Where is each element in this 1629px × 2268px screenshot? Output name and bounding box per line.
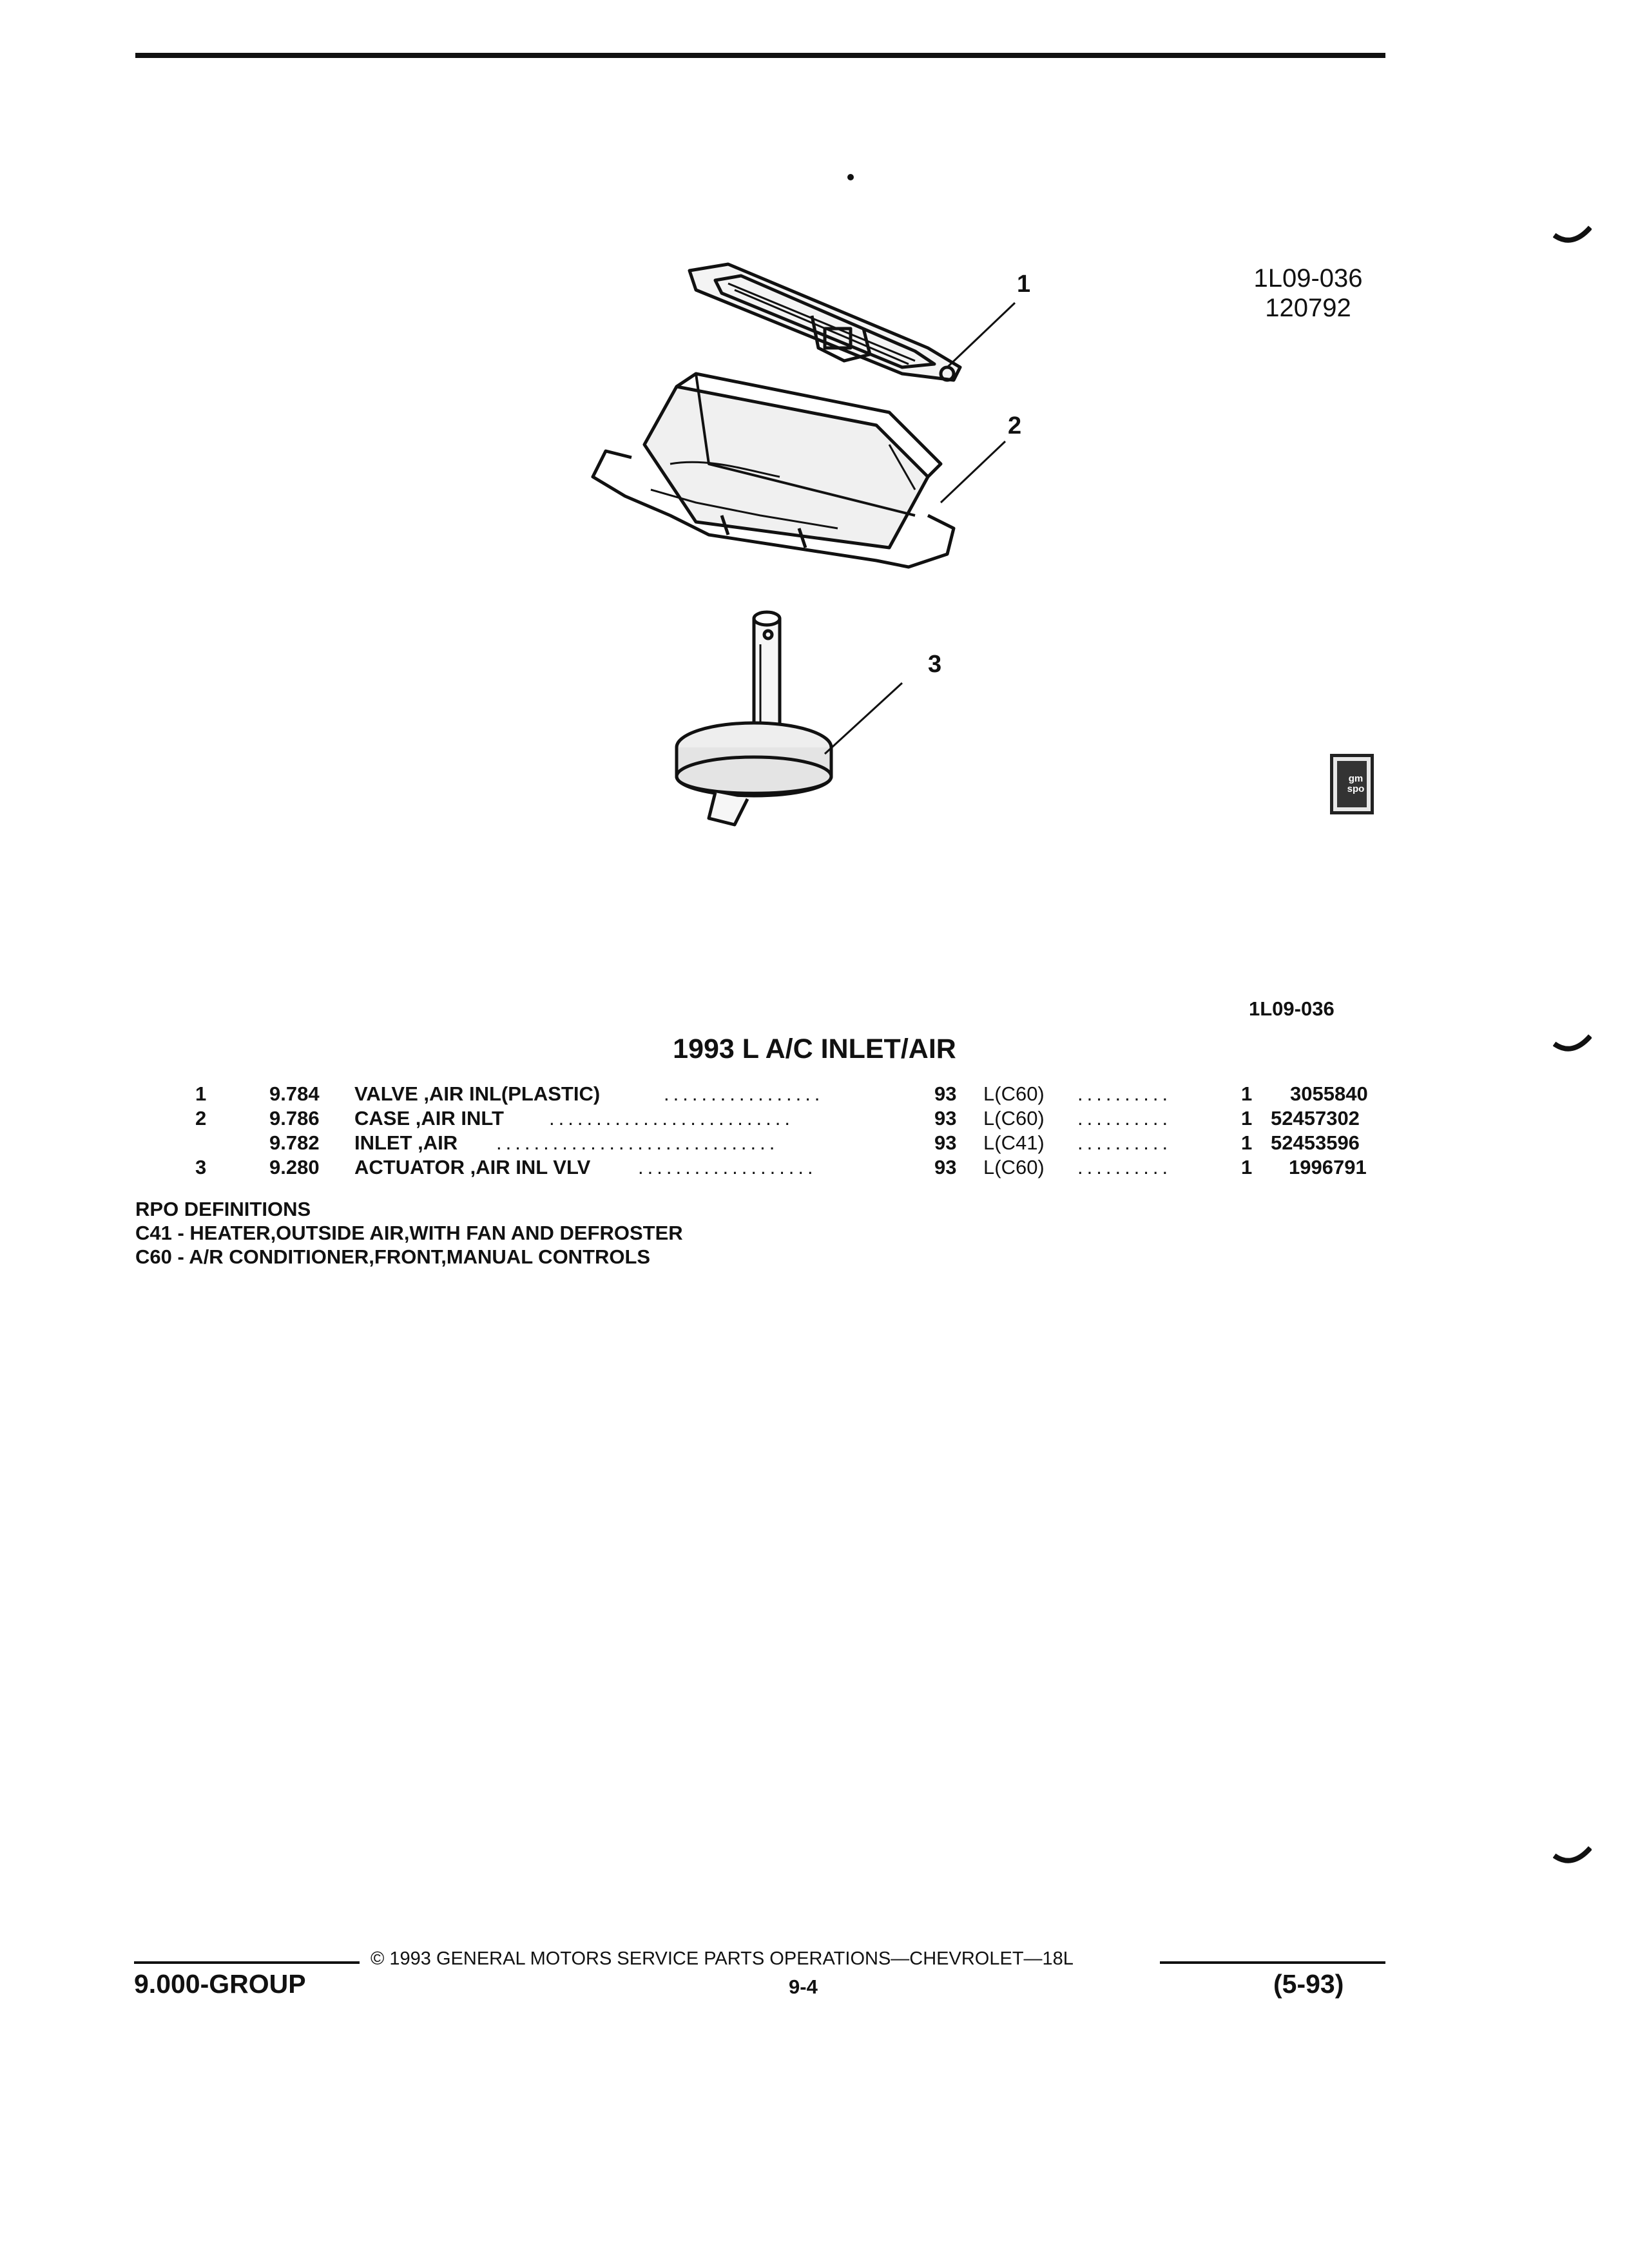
leader-dots: .......... xyxy=(1077,1107,1172,1129)
item-code: 9.280 xyxy=(269,1156,320,1178)
item-year: 93 xyxy=(934,1156,957,1178)
air-inlet-case-illustration xyxy=(593,374,954,567)
item-year: 93 xyxy=(934,1131,957,1154)
leader-dots: .......... xyxy=(1077,1156,1172,1178)
item-description: ACTUATOR ,AIR INL VLV xyxy=(354,1156,591,1178)
table-row xyxy=(0,1131,1629,1156)
item-index: 1 xyxy=(195,1082,207,1105)
item-part-number: 1996791 xyxy=(1289,1156,1367,1178)
figure-id: 1L09-036 xyxy=(1253,264,1363,293)
item-description: CASE ,AIR INLT xyxy=(354,1107,504,1129)
item-code: 9.782 xyxy=(269,1131,320,1154)
item-quantity: 1 xyxy=(1241,1107,1253,1129)
item-rpo: L(C41) xyxy=(983,1131,1045,1154)
callout-3: 3 xyxy=(928,651,942,678)
item-quantity: 1 xyxy=(1241,1131,1253,1154)
item-description: VALVE ,AIR INL(PLASTIC) xyxy=(354,1082,601,1105)
section-title: 1993 L A/C INLET/AIR xyxy=(673,1033,956,1064)
valve-plate-illustration xyxy=(689,264,960,380)
gm-spo-logo-text: gm spo xyxy=(1347,773,1365,794)
footer-revision: (5-93) xyxy=(1273,1969,1344,1999)
rpo-definitions-heading: RPO DEFINITIONS xyxy=(135,1198,311,1220)
leader-line-3 xyxy=(825,683,902,754)
actuator-illustration xyxy=(677,612,831,825)
footer-page-number: 9-4 xyxy=(789,1975,818,1998)
callout-1: 1 xyxy=(1017,271,1031,298)
item-code: 9.786 xyxy=(269,1107,320,1129)
leader-dots: .............................. xyxy=(496,1131,779,1154)
leader-line-1 xyxy=(947,303,1015,367)
table-row xyxy=(0,1082,1629,1107)
footer-rule-left xyxy=(134,1961,360,1964)
leader-dots: .......... xyxy=(1077,1082,1172,1105)
footer-group: 9.000-GROUP xyxy=(134,1969,306,1999)
item-part-number: 52453596 xyxy=(1271,1131,1360,1154)
table-row xyxy=(0,1156,1629,1180)
item-quantity: 1 xyxy=(1241,1082,1253,1105)
item-code: 9.784 xyxy=(269,1082,320,1105)
figure-date: 120792 xyxy=(1265,294,1351,322)
item-description: INLET ,AIR xyxy=(354,1131,458,1154)
item-rpo: L(C60) xyxy=(983,1156,1045,1178)
scan-mark-icon xyxy=(1553,222,1592,248)
callout-2: 2 xyxy=(1008,412,1022,439)
leader-dots: .......... xyxy=(1077,1131,1172,1154)
gm-spo-logo xyxy=(1330,754,1374,814)
scan-mark-icon xyxy=(1553,1031,1592,1057)
top-rule xyxy=(135,53,1385,58)
item-year: 93 xyxy=(934,1082,957,1105)
item-index: 3 xyxy=(195,1156,207,1178)
rpo-definition-c41: C41 - HEATER,OUTSIDE AIR,WITH FAN AND DEFROSTER xyxy=(135,1222,683,1244)
item-year: 93 xyxy=(934,1107,957,1129)
exploded-parts-diagram xyxy=(567,155,1083,876)
footer-copyright: © 1993 GENERAL MOTORS SERVICE PARTS OPERATIONS—CHEVROLET—18L xyxy=(371,1948,1074,1969)
leader-line-2 xyxy=(941,441,1005,503)
item-rpo: L(C60) xyxy=(983,1082,1045,1105)
footer-rule-right xyxy=(1160,1961,1385,1964)
item-index: 2 xyxy=(195,1107,207,1129)
item-part-number: 3055840 xyxy=(1290,1082,1368,1105)
item-quantity: 1 xyxy=(1241,1156,1253,1178)
caption-figure-id: 1L09-036 xyxy=(1249,997,1335,1020)
table-row xyxy=(0,1107,1629,1131)
item-rpo: L(C60) xyxy=(983,1107,1045,1129)
scan-mark-icon xyxy=(1553,1843,1592,1869)
leader-dots: ................... xyxy=(638,1156,817,1178)
rpo-definition-c60: C60 - A/R CONDITIONER,FRONT,MANUAL CONTROLS xyxy=(135,1245,651,1268)
leader-dots: ................. xyxy=(664,1082,824,1105)
leader-dots: .......................... xyxy=(549,1107,794,1129)
item-part-number: 52457302 xyxy=(1271,1107,1360,1129)
